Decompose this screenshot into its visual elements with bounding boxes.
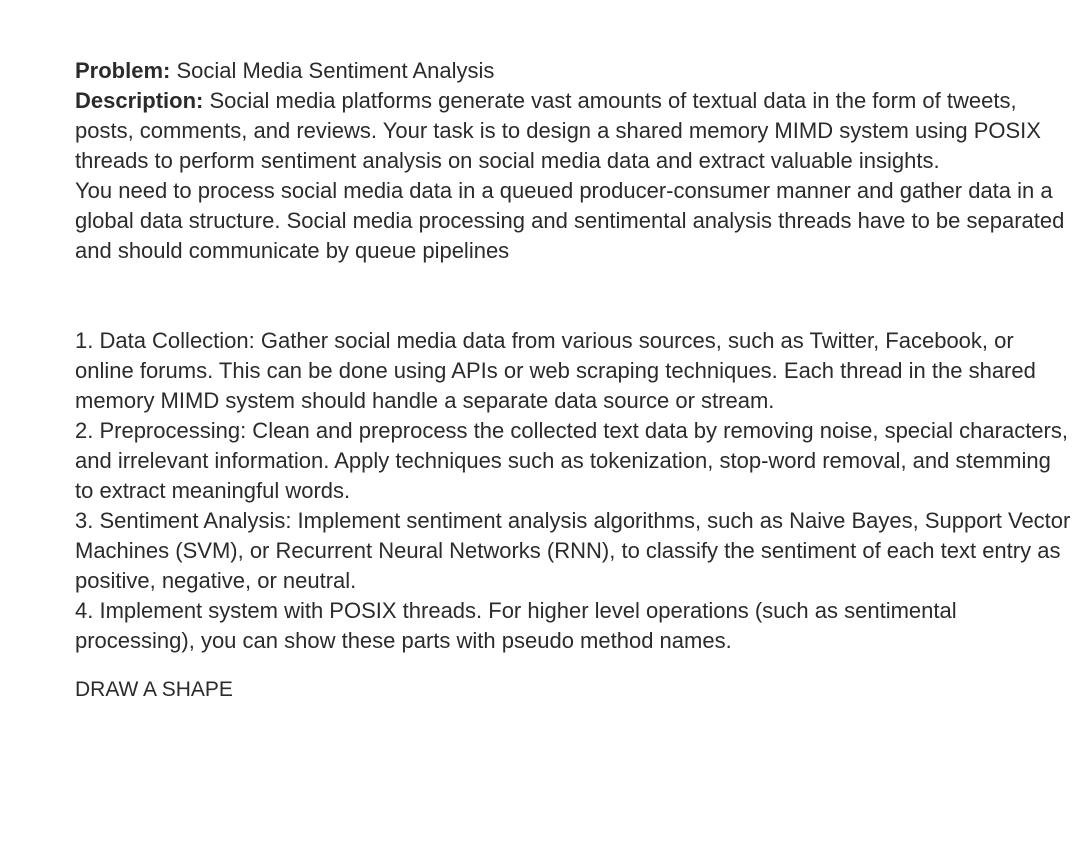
document-body — [75, 56, 1075, 705]
problem-label: Problem: — [75, 58, 171, 83]
description-text: Social media platforms generate vast amounts of textual data in the form of tweets, posts, comments, and reviews. Your task is to design a shared memory MIMD system using POSIX threads to perform sentiment analysis on social media data and extract valuable insights. — [75, 88, 1041, 173]
task-paragraph: You need to process social media data in a queued producer-consumer manner and gather data in a global data structure. Social media processing and sentimental analysis threads have to be separated and should communicate by queue pipelines — [75, 178, 1065, 263]
step-item: 1. Data Collection: Gather social media data from various sources, such as Twitter, Facebook, or online forums. This can be done using APIs or web scraping techniques. Each thread in the shared memory MIMD system should handle a separate data source or stream. — [75, 328, 1036, 413]
spacer — [75, 266, 1075, 326]
problem-text: Social Media Sentiment Analysis — [170, 58, 495, 83]
footer-instruction: DRAW A SHAPE — [75, 678, 233, 701]
step-item: 3. Sentiment Analysis: Implement sentiment analysis algorithms, such as Naive Bayes, Support Vector Machines (SVM), or Recurrent Neural Networks (RNN), to classify the sentiment of each text entry as positive, negative, or neutral. — [75, 508, 1071, 593]
step-item: 2. Preprocessing: Clean and preprocess the collected text data by removing noise, special characters, and irrelevant information. Apply techniques such as tokenization, stop-word removal, and stemming to extract meaningful words. — [75, 418, 1068, 503]
description-label: Description: — [75, 88, 204, 113]
problem-line — [75, 56, 1075, 86]
description-line — [75, 86, 1075, 176]
step-item: 4. Implement system with POSIX threads. For higher level operations (such as sentimental processing), you can show these parts with pseudo method names. — [75, 598, 957, 653]
